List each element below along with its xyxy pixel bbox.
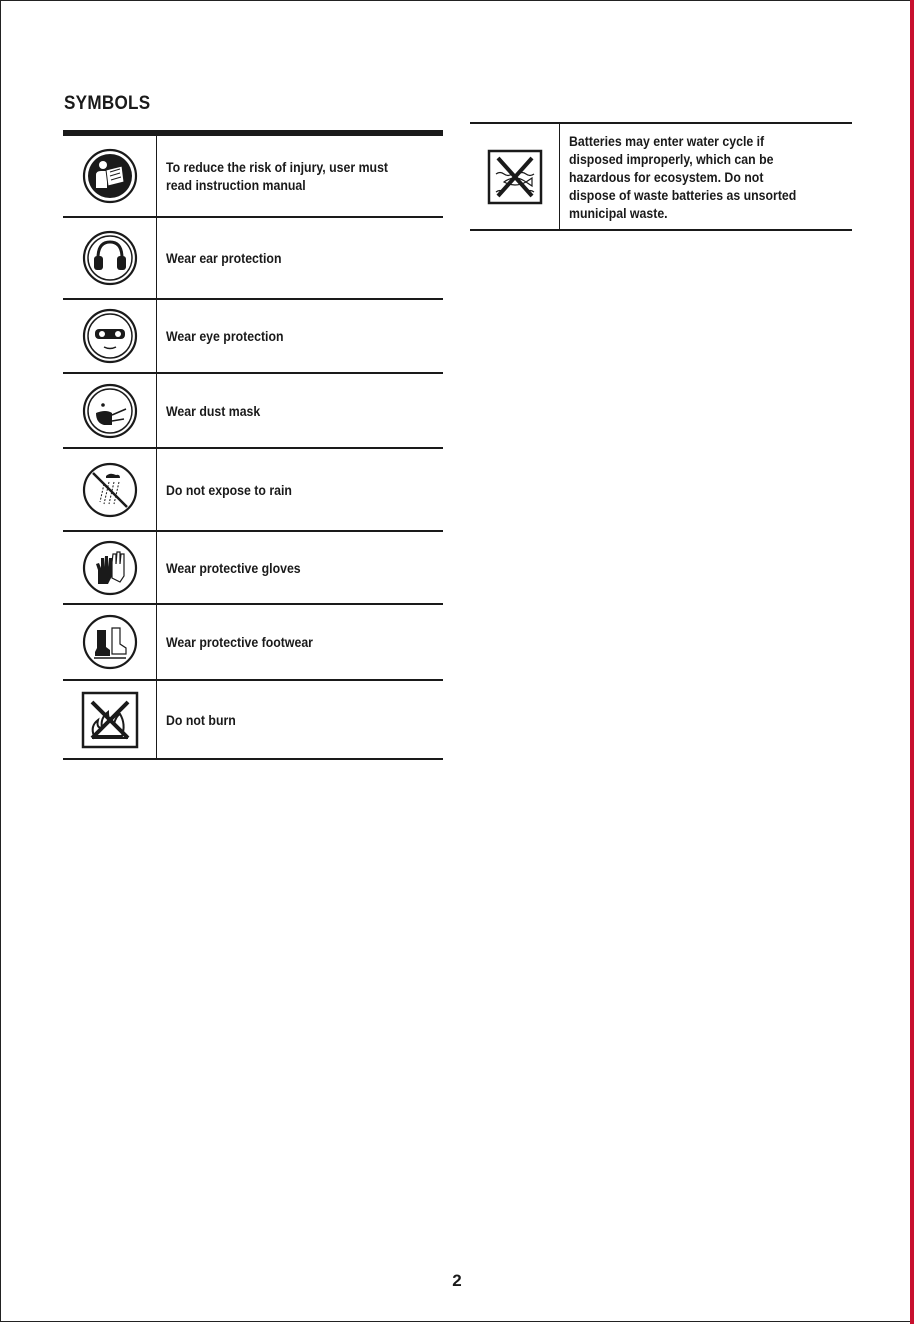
symbol-row-eye-protection xyxy=(63,300,443,374)
symbol-row-no-rain xyxy=(63,449,443,532)
symbol-label: Wear protective footwear xyxy=(166,634,313,650)
symbol-label: Batteries may enter water cycle if disposed improperly, which can be hazardous for ecosystem. Do not dispose of waste batteries as unsorted municipal waste. xyxy=(569,132,797,221)
section-heading: SYMBOLS xyxy=(64,93,151,114)
page-edge-strip xyxy=(910,0,914,1324)
symbol-label: Wear ear protection xyxy=(166,250,282,266)
symbol-label: Do not expose to rain xyxy=(166,481,292,498)
read-manual-icon xyxy=(82,148,138,204)
page-number: 2 xyxy=(452,1271,462,1290)
footwear-icon xyxy=(82,614,138,670)
symbol-row-ear-protection xyxy=(63,218,443,300)
no-burn-icon xyxy=(80,690,140,750)
symbol-row-read-manual xyxy=(63,136,443,218)
symbol-row-footwear xyxy=(63,605,443,681)
symbol-row-gloves xyxy=(63,532,443,605)
no-water-disposal-icon xyxy=(486,148,544,206)
ear-protection-icon xyxy=(82,230,138,286)
dust-mask-icon xyxy=(82,383,138,439)
eye-protection-icon xyxy=(82,308,138,364)
symbol-row-dust-mask xyxy=(63,374,443,449)
gloves-icon xyxy=(82,540,138,596)
symbols-table-right xyxy=(470,122,852,231)
symbol-label: Wear protective gloves xyxy=(166,559,301,576)
symbol-label: Wear dust mask xyxy=(166,402,261,419)
symbol-label: To reduce the risk of injury, user must read instruction manual xyxy=(166,159,389,193)
symbol-label: Do not burn xyxy=(166,711,236,728)
symbol-row-no-burn xyxy=(63,681,443,760)
symbols-table-left xyxy=(63,130,443,760)
symbol-label: Wear eye protection xyxy=(166,328,284,344)
symbol-row-no-water-disposal xyxy=(470,124,852,231)
no-rain-icon xyxy=(82,462,138,518)
